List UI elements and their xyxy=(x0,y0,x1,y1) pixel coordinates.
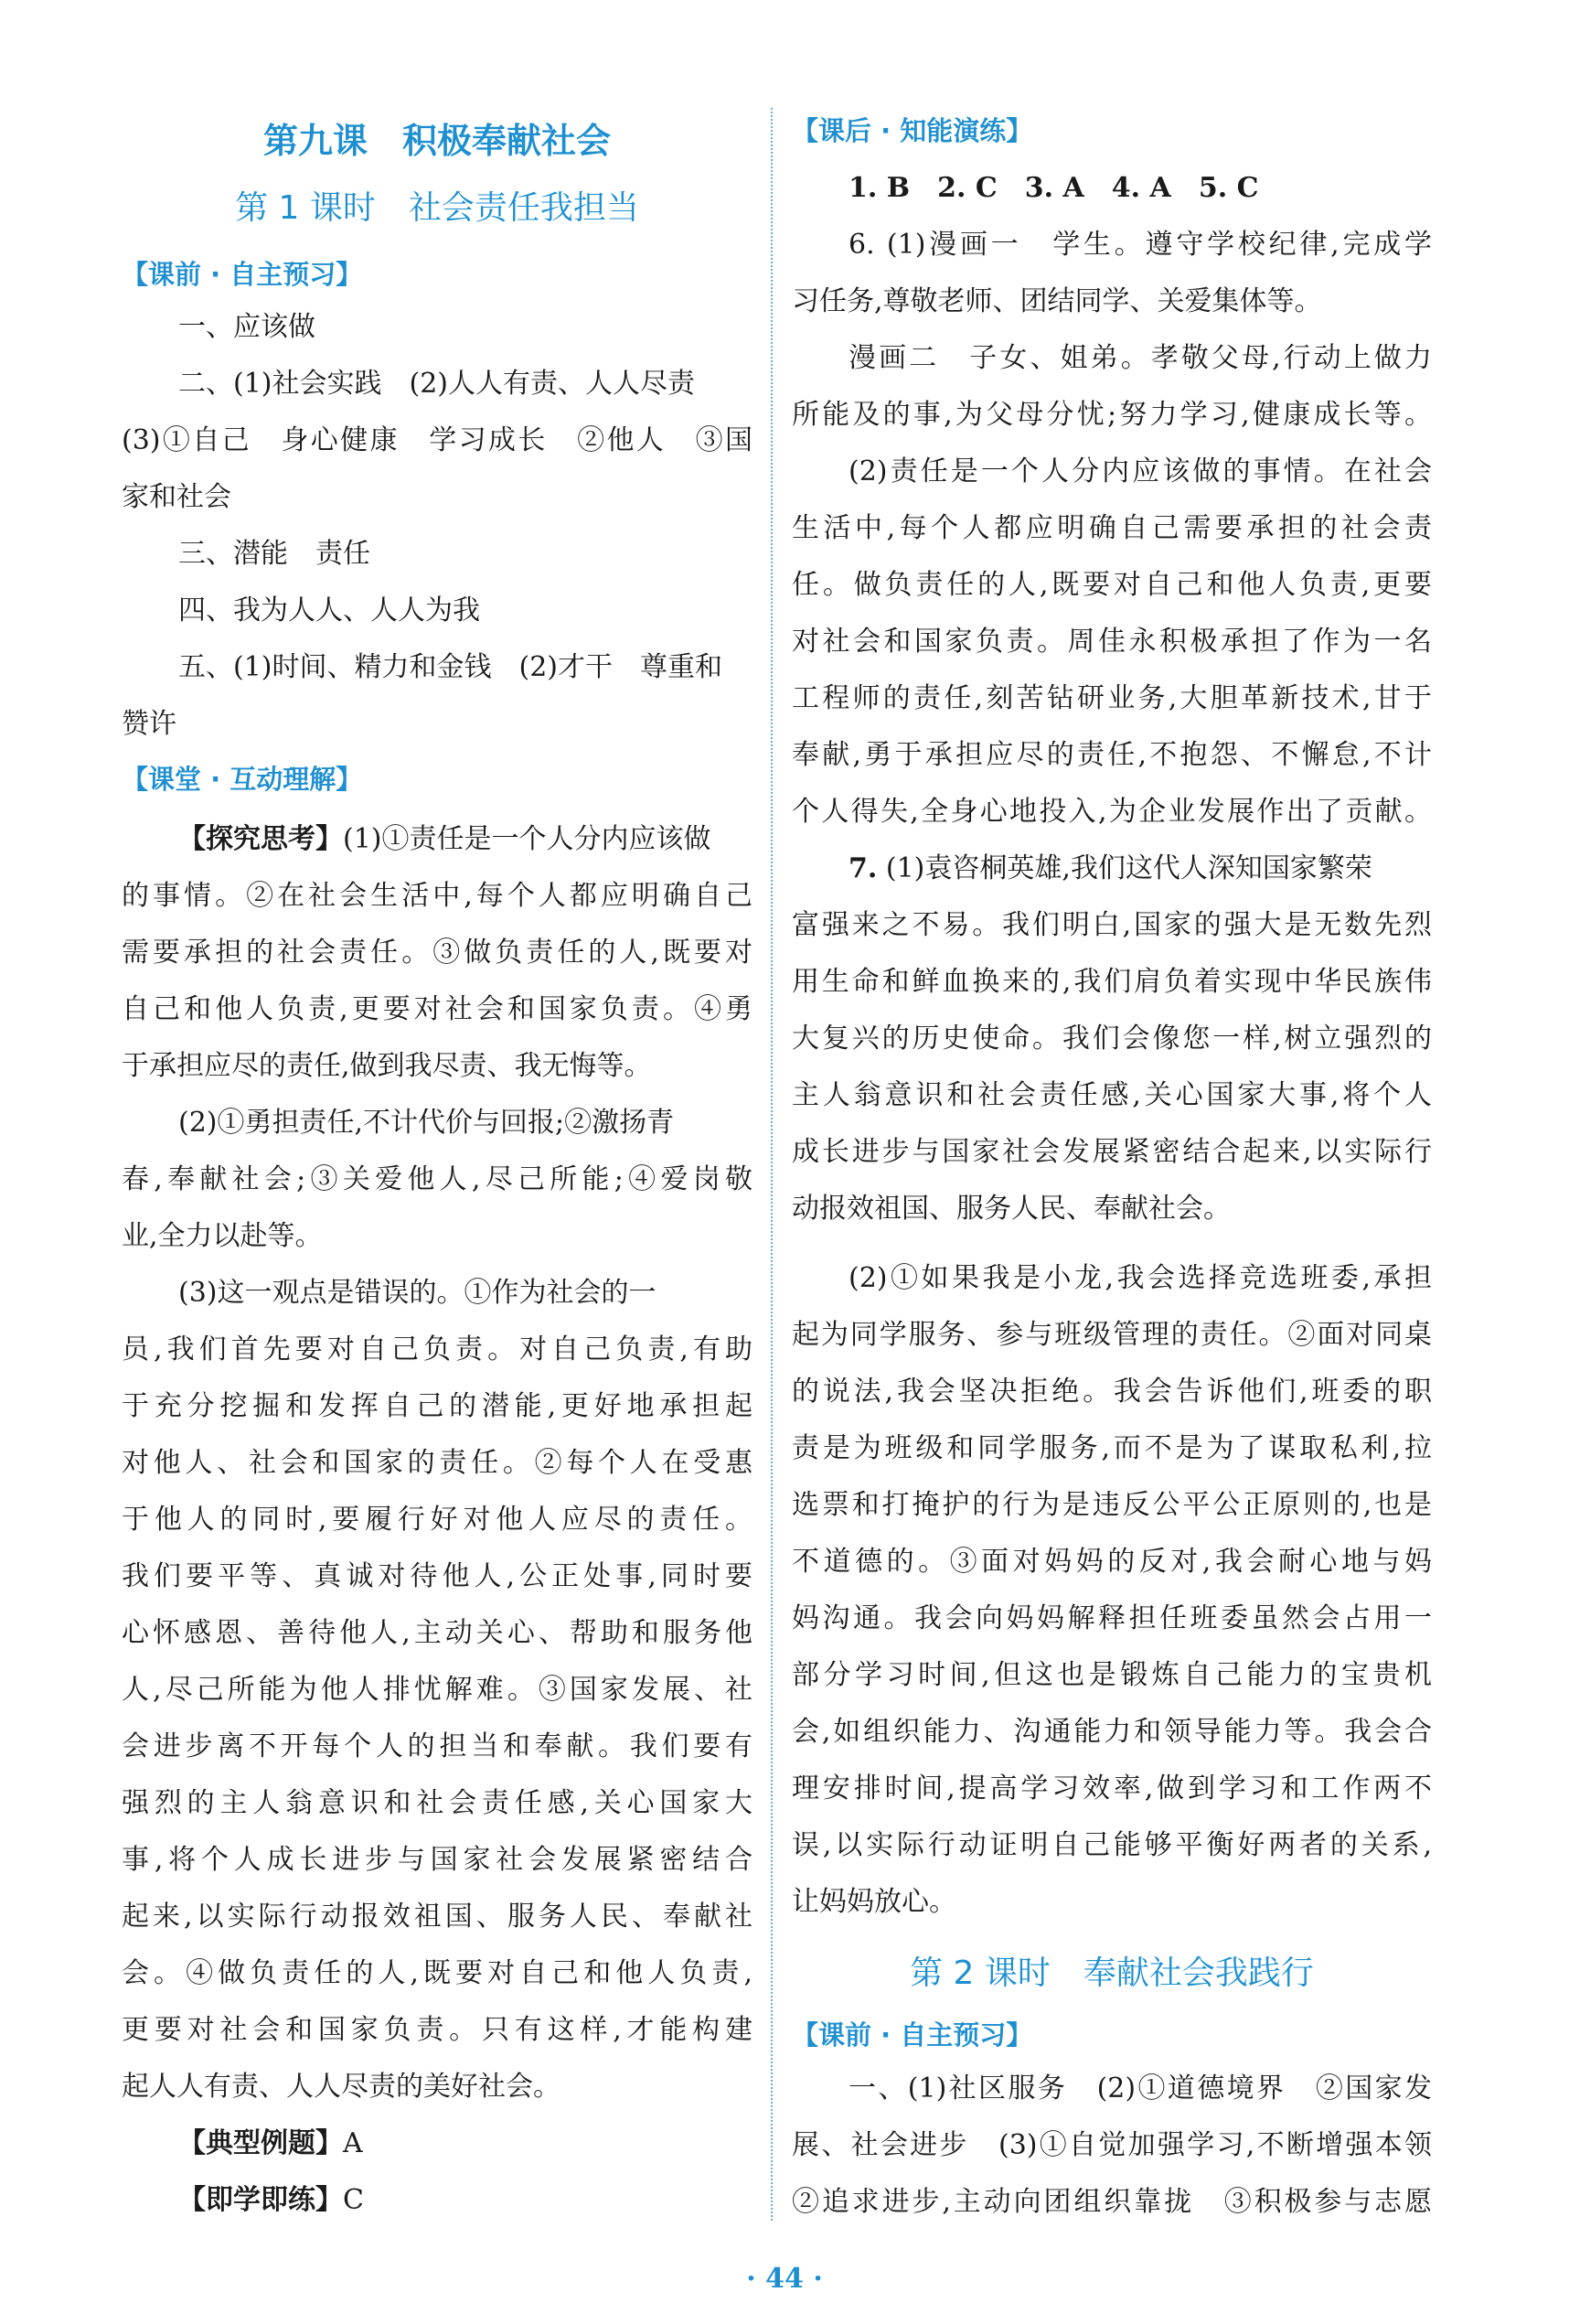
explore-line: 人,尽己所能为他人排忧解难。③国家发展、社 xyxy=(122,1674,752,1706)
q6-line: 奉献,勇于承担应尽的责任,不抱怨、不懈怠,不计 xyxy=(792,739,1432,771)
explore-line: 对他人、社会和国家的责任。②每个人在受惠 xyxy=(122,1447,752,1479)
q7-line: 不道德的。③面对妈妈的反对,我会耐心地与妈 xyxy=(792,1546,1432,1578)
explore-line: 强烈的主人翁意识和社会责任感,关心国家大 xyxy=(122,1787,752,1819)
q7-line: 的说法,我会坚决拒绝。我会告诉他们,班委的职 xyxy=(792,1376,1432,1408)
explore-line xyxy=(178,814,711,865)
q7-line: 富强来之不易。我们明白,国家的强大是无数先烈 xyxy=(792,909,1432,941)
example-label: 【典型例题】 xyxy=(178,2127,343,2159)
q7-line: 妈沟通。我会向妈妈解释担任班委虽然会占用一 xyxy=(792,1602,1432,1634)
preview-line: 家和社会 xyxy=(122,481,231,513)
explore-line: 于充分挖掘和发挥自己的潜能,更好地承担起 xyxy=(122,1390,752,1422)
q7-line: 成长进步与国家社会发展紧密结合起来,以实际行 xyxy=(792,1136,1432,1168)
q7-line: 大复兴的历史使命。我们会像您一样,树立强烈的 xyxy=(792,1023,1432,1055)
preview-line: 五、(1)时间、精力和金钱 (2)才干 尊重和 xyxy=(178,651,722,683)
q7-line: 误,以实际行动证明自己能够平衡好两者的关系, xyxy=(792,1829,1432,1861)
q7-line: 动报效祖国、服务人民、奉献社会。 xyxy=(792,1193,1231,1225)
q6-line: 漫画二 子女、姐弟。孝敬父母,行动上做力 xyxy=(849,342,1432,374)
explore-line: 需要承担的社会责任。③做负责任的人,既要对 xyxy=(122,937,752,969)
explore-line: 员,我们首先要对自己负责。对自己负责,有助 xyxy=(122,1333,752,1365)
preview-line: 一、应该做 xyxy=(178,311,315,343)
explore-line: 更要对社会和国家负责。只有这样,才能构建 xyxy=(122,2014,752,2046)
explore-line: 起来,以实际行动报效祖国、服务人民、奉献社 xyxy=(122,1901,752,1933)
q6-line: (2)责任是一个人分内应该做的事情。在社会 xyxy=(849,455,1432,487)
explore-line: 于他人的同时,要履行好对他人应尽的责任。 xyxy=(122,1504,752,1536)
q6-line: 所能及的事,为父母分忧;努力学习,健康成长等。 xyxy=(792,399,1432,431)
q7-line: 主人翁意识和社会责任感,关心国家大事,将个人 xyxy=(792,1079,1432,1111)
explore-line: 事,将个人成长进步与国家社会发展紧密结合 xyxy=(122,1844,752,1876)
q7-line: 会,如组织能力、沟通能力和领导能力等。我会合 xyxy=(792,1716,1432,1748)
q7-line: 选票和打掩护的行为是违反公平公正原则的,也是 xyxy=(792,1489,1432,1521)
practice-line xyxy=(178,2175,364,2226)
explore-line: 业,全力以赴等。 xyxy=(122,1220,323,1252)
preview2-line: ②追求进步,主动向团组织靠拢 ③积极参与志愿 xyxy=(792,2186,1432,2218)
q6-line: 生活中,每个人都应明确自己需要承担的社会责 xyxy=(792,512,1432,544)
practice-label: 【即学即练】 xyxy=(178,2184,343,2216)
q6-line: 习任务,尊敬老师、团结同学、关爱集体等。 xyxy=(792,285,1322,317)
section-heading-preview: 【课前 · 自主预习】 xyxy=(122,259,363,290)
q7-line: 让妈妈放心。 xyxy=(792,1886,956,1918)
mc-answers: 1. B 2. C 3. A 4. A 5. C xyxy=(849,172,1259,204)
explore-line: (3)这一观点是错误的。①作为社会的一 xyxy=(178,1277,656,1309)
q6-line: 对社会和国家负责。周佳永积极承担了作为一名 xyxy=(792,626,1432,658)
period-title: 第 1 课时 社会责任我担当 xyxy=(235,189,639,227)
section-heading-preview-2: 【课前 · 自主预习】 xyxy=(792,2019,1033,2051)
explore-line: 会。④做负责任的人,既要对自己和他人负责, xyxy=(122,1957,752,1989)
q7-line: 理安排时间,提高学习效率,做到学习和工作两不 xyxy=(792,1772,1432,1805)
preview-line: 赞许 xyxy=(122,708,176,740)
explore-label: 【探究思考】 xyxy=(178,823,343,855)
q6-line: 6. (1)漫画一 学生。遵守学校纪律,完成学 xyxy=(849,229,1432,261)
preview-line: 二、(1)社会实践 (2)人人有责、人人尽责 xyxy=(178,368,695,400)
q7-line: 起为同学服务、参与班级管理的责任。②面对同桌 xyxy=(792,1319,1432,1351)
practice-answer: C xyxy=(343,2184,364,2216)
preview2-line: 展、社会进步 (3)①自觉加强学习,不断增强本领 xyxy=(792,2129,1432,2161)
example-answer: A xyxy=(343,2127,363,2159)
explore-first-text: (1)①责任是一个人分内应该做 xyxy=(343,823,711,855)
q7-line: 责是为班级和同学服务,而不是为了谋取私利,拉 xyxy=(792,1432,1432,1464)
q6-line: 任。做负责任的人,既要对自己和他人负责,更要 xyxy=(792,569,1432,601)
explore-line: 我们要平等、真诚对待他人,公正处事,同时要 xyxy=(122,1560,752,1592)
explore-line: 春,奉献社会;③关爱他人,尽己所能;④爱岗敬 xyxy=(122,1163,752,1195)
explore-line: 自己和他人负责,更要对社会和国家负责。④勇 xyxy=(122,993,752,1025)
q7-number: 7. xyxy=(849,852,878,884)
preview-line: (3)①自己 身心健康 学习成长 ②他人 ③国 xyxy=(122,424,752,456)
section-heading-class: 【课堂 · 互动理解】 xyxy=(122,764,363,795)
q7-first-text: (1)袁咨桐英雄,我们这代人深知国家繁荣 xyxy=(877,852,1372,884)
section-heading-after: 【课后 · 知能演练】 xyxy=(792,115,1033,146)
column-divider xyxy=(771,108,773,2221)
preview2-line: 一、(1)社区服务 (2)①道德境界 ②国家发 xyxy=(849,2072,1432,2104)
explore-line: 会进步离不开每个人的担当和奉献。我们要有 xyxy=(122,1730,752,1762)
explore-line: 心怀感恩、善待他人,主动关心、帮助和服务他 xyxy=(122,1617,752,1649)
q7-line: 用生命和鲜血换来的,我们肩负着实现中华民族伟 xyxy=(792,966,1432,998)
period-title-2: 第 2 课时 奉献社会我践行 xyxy=(910,1955,1314,1992)
page-number: · 44 · xyxy=(746,2263,823,2295)
explore-line: 起人人有责、人人尽责的美好社会。 xyxy=(122,2071,560,2103)
preview-line: 三、潜能 责任 xyxy=(178,538,370,570)
q6-line: 个人得失,全身心地投入,为企业发展作出了贡献。 xyxy=(792,796,1432,828)
q7-line: (2)①如果我是小龙,我会选择竞选班委,承担 xyxy=(849,1262,1432,1294)
q7-line: 部分学习时间,但这也是锻炼自己能力的宝贵机 xyxy=(792,1659,1432,1691)
explore-line: 于承担应尽的责任,做到我尽责、我无悔等。 xyxy=(122,1050,652,1082)
example-line xyxy=(178,2118,363,2169)
preview-line: 四、我为人人、人人为我 xyxy=(178,594,480,627)
explore-line: (2)①勇担责任,不计代价与回报;②激扬青 xyxy=(178,1107,675,1139)
explore-line: 的事情。②在社会生活中,每个人都应明确自己 xyxy=(122,880,752,912)
q6-line: 工程师的责任,刻苦钻研业务,大胆革新技术,甘于 xyxy=(792,682,1432,714)
q7-line xyxy=(849,843,1372,894)
lesson-title: 第九课 积极奉献社会 xyxy=(262,120,611,161)
